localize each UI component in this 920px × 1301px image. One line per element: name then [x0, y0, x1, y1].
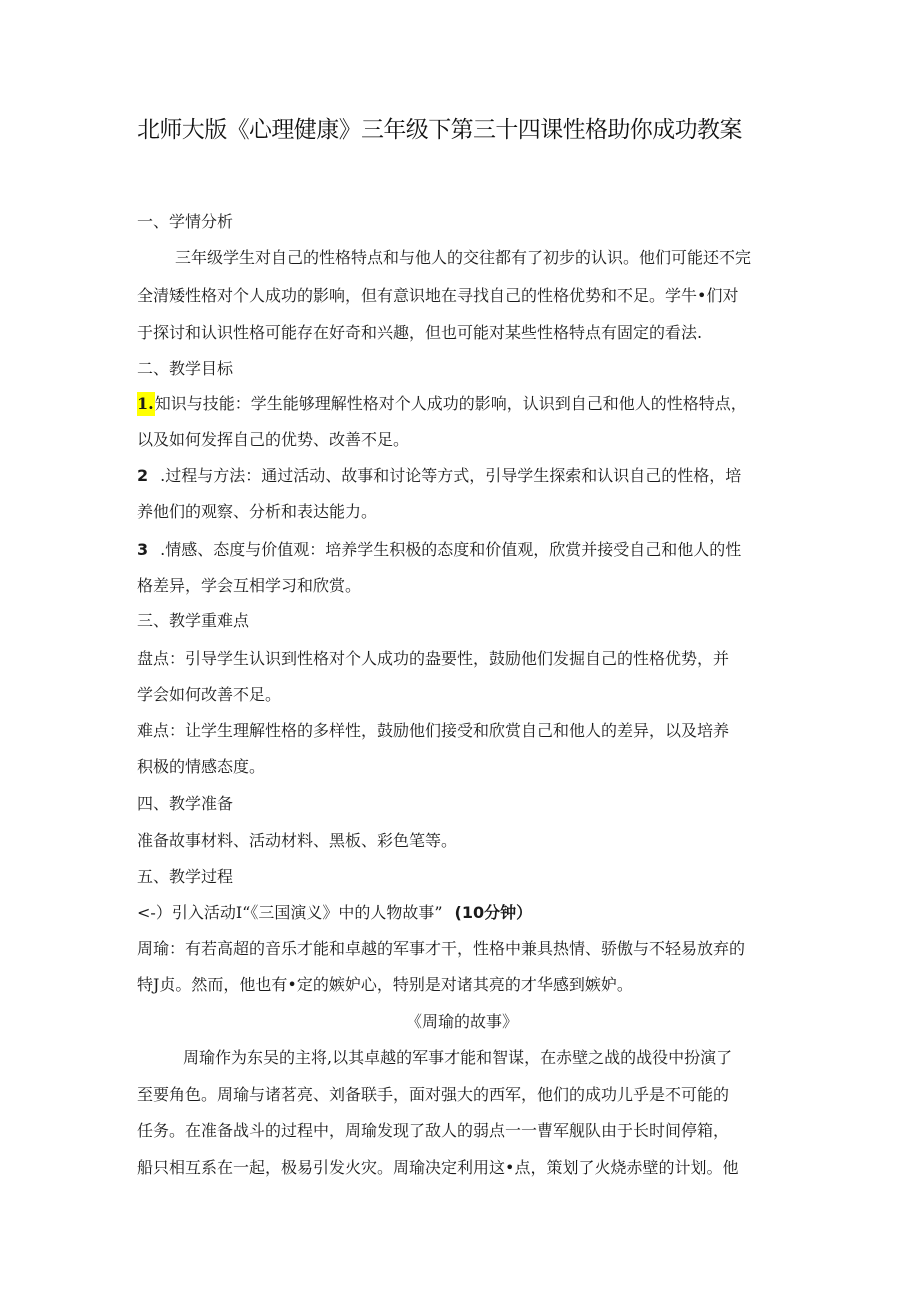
goal-number: 2 — [137, 466, 149, 485]
paragraph-line: 积极的情感态度。 — [137, 757, 266, 776]
paragraph-line: 船只相互系在一起，极易引发火灾。周瑜决定利用这•点，策划了火烧赤壁的计划。他 — [137, 1158, 739, 1177]
paragraph-line: 全清矮性格对个人成功的影响，但有意识地在寻找自己的性格优势和不足。学牛•们对 — [137, 286, 739, 305]
paragraph-line: 周瑜作为东吴的主将,以其卓越的军事才能和智谋，在赤壁之战的战役中扮演了 — [183, 1048, 733, 1067]
goal-text: 知识与技能：学生能够理解性格对个人成功的影响，认识到自己和他人的性格特点， — [154, 394, 747, 413]
activity-title — [137, 901, 787, 925]
goal-number: 3 — [137, 540, 149, 559]
paragraph-line: 三年级学生对自己的性格特点和与他人的交往都有了初步的认识。他们可能还不完 — [175, 248, 752, 267]
paragraph-line: 养他们的观察、分析和表达能力。 — [137, 502, 378, 521]
goal-number-highlight: 1. — [137, 392, 155, 416]
goal-text: .情感、态度与价值观：培养学生积极的态度和价值观，欣赏并接受自己和他人的性 — [160, 540, 742, 559]
paragraph-line: 学会如何改善不足。 — [137, 685, 282, 704]
paragraph-line: 盘点：引导学生认识到性格对个人成功的盎要性，鼓励他们发掘自己的性格优势，并 — [137, 649, 730, 668]
section-heading-preparation: 四、教学准备 — [137, 794, 234, 813]
paragraph-line: 特J贞。然而，他也有•定的嫉妒心，特别是对诸其亮的才华感到嫉妒。 — [137, 975, 633, 994]
section-heading-goals: 二、教学目标 — [137, 359, 234, 378]
paragraph-line: 任务。在准备战斗的过程中，周瑜发现了敌人的弱点一一曹军舰队由于长时间停箱， — [137, 1121, 730, 1140]
paragraph-line: 周瑜：有若高超的音乐才能和卓越的军事才干，性格中兼具热情、骄傲与不轻易放弃的 — [137, 939, 746, 958]
paragraph-line: 格差异，学会互相学习和欣赏。 — [137, 576, 362, 595]
paragraph-line: 至要角色。周瑜与诸茗亮、刘备联手，面对强大的西军，他们的成功儿乎是不可能的 — [137, 1085, 730, 1104]
goal-item-1 — [137, 392, 787, 416]
paragraph-line: 难点：让学生理解性格的多样性，鼓励他们接受和欣赏自己和他人的差异，以及培养 — [137, 721, 730, 740]
goal-text: .过程与方法：通过活动、故事和讨论等方式，引导学生探索和认识自己的性格，培 — [160, 466, 742, 485]
activity-duration: (10分钟） — [454, 903, 533, 922]
paragraph-line: 以及如何发挥自己的优势、改善不足。 — [137, 430, 410, 449]
document-title: 北师大版《心理健康》三年级下第三十四课性格助你成功教案 — [137, 117, 742, 143]
story-title: 《周瑜的故事》 — [405, 1012, 518, 1031]
goal-item-2 — [137, 464, 787, 488]
section-heading-key-points: 三、教学重难点 — [137, 611, 250, 630]
goal-item-3 — [137, 538, 787, 562]
paragraph-line: 于探讨和认识性格可能存在好奇和兴趣，但也可能对某些性格特点有固定的看法. — [137, 323, 703, 342]
activity-name: <-）引入活动I“《三国演义》中的人物故事” — [137, 903, 443, 922]
section-heading-situation: 一、学情分析 — [137, 212, 234, 231]
paragraph-line: 准备故事材料、活动材料、黑板、彩色笔等。 — [137, 831, 458, 850]
section-heading-process: 五、教学过程 — [137, 867, 234, 886]
